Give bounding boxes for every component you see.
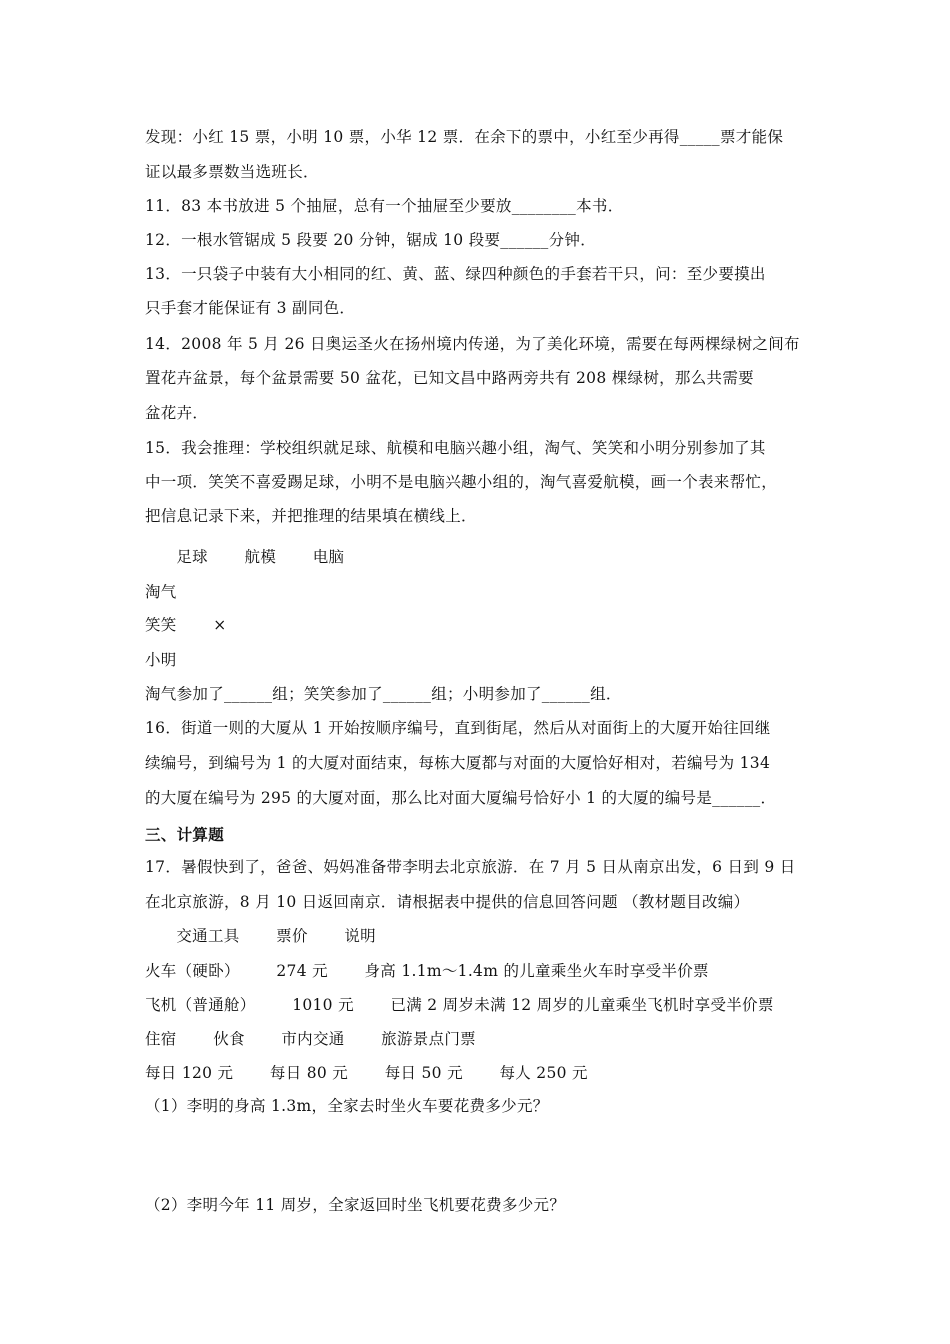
table-row: 淘气 (145, 583, 177, 601)
table-header: 交通工具 票价 说明 (145, 927, 376, 945)
sub-question-2: （2）李明今年 11 周岁，全家返回时坐飞机要花费多少元？ (145, 1196, 566, 1214)
question-17: 17．暑假快到了，爸爸、妈妈准备带李明去北京旅游．在 7 月 5 日从南京出发，6 日到 9 日 (145, 858, 796, 876)
question-16: 16．街道一则的大厦从 1 开始按顺序编号，直到街尾，然后从对面街上的大厦开始往回继 (145, 719, 771, 737)
text-line: 盆花卉． (145, 404, 209, 422)
table-row: 飞机（普通舱） 1010 元 已满 2 周岁未满 12 周岁的儿童乘坐飞机时享受半价票 (145, 996, 774, 1014)
question-13: 13．一只袋子中装有大小相同的红、黄、蓝、绿四种颜色的手套若干只，问：至少要摸出 (145, 265, 766, 283)
question-15: 15．我会推理：学校组织就足球、航模和电脑兴趣小组，淘气、笑笑和小明分别参加了其 (145, 439, 766, 457)
text-line: 淘气参加了______组；笑笑参加了______组；小明参加了______组． (145, 685, 622, 703)
question-14: 14．2008 年 5 月 26 日奥运圣火在扬州境内传递，为了美化环境，需要在每两棵绿树之间布 (145, 335, 800, 353)
text-line: 把信息记录下来，并把推理的结果填在横线上． (145, 507, 477, 525)
table-row: 每日 120 元 每日 80 元 每日 50 元 每人 250 元 (145, 1064, 588, 1082)
section-heading: 三、计算题 (145, 826, 225, 844)
table-row: 火车（硬卧） 274 元 身高 1.1m～1.4m 的儿童乘坐火车时享受半价票 (145, 962, 709, 980)
text-line: 续编号，到编号为 1 的大厦对面结束，每栋大厦都与对面的大厦恰好相对，若编号为 134 (145, 754, 771, 772)
text-line: 置花卉盆景，每个盆景需要 50 盆花，已知文昌中路两旁共有 208 棵绿树，那么共需要 (145, 369, 754, 387)
table-row: 笑笑 × (145, 616, 227, 634)
text-line: 中一项．笑笑不喜爱踢足球，小明不是电脑兴趣小组的，淘气喜爱航模，画一个表来帮忙， (145, 473, 778, 491)
text-line: 在北京旅游，8 月 10 日返回南京．请根据表中提供的信息回答问题 （教材题目改编） (145, 893, 750, 911)
text-line: 只手套才能保证有 3 副同色． (145, 299, 356, 317)
question-12: 12．一根水管锯成 5 段要 20 分钟，锯成 10 段要______分钟． (145, 231, 596, 249)
text-line: 证以最多票数当选班长． (145, 163, 319, 181)
text-line: 的大厦在编号为 295 的大厦对面，那么比对面大厦编号恰好小 1 的大厦的编号是______． (145, 789, 777, 807)
table-row: 小明 (145, 651, 177, 669)
question-11: 11．83 本书放进 5 个抽屉，总有一个抽屉至少要放________本书． (145, 197, 624, 215)
sub-question-1: （1）李明的身高 1.3m，全家去时坐火车要花费多少元？ (145, 1097, 549, 1115)
table-header: 足球 航模 电脑 (145, 548, 345, 566)
text-line: 发现：小红 15 票，小明 10 票，小华 12 票．在余下的票中，小红至少再得_____票才能保 (145, 128, 784, 146)
table-header: 住宿 伙食 市内交通 旅游景点门票 (145, 1030, 476, 1048)
